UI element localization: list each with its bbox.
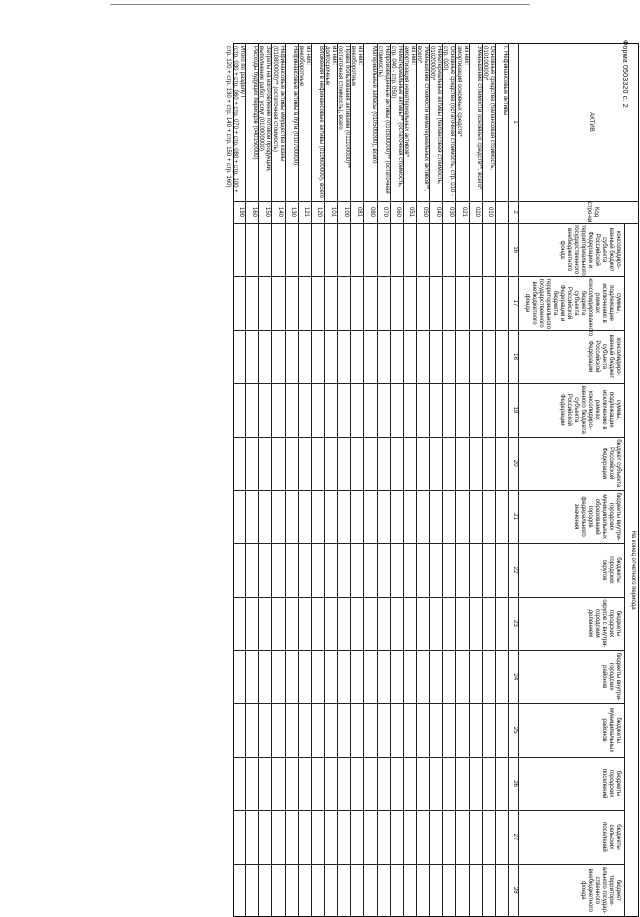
row-label: I. Нефинансовые активы [502, 46, 508, 116]
row-code [497, 201, 506, 223]
row-code: 100 [342, 206, 349, 217]
column-header: бюджеты городских поселений [601, 768, 621, 799]
row-code: 030 [447, 206, 454, 217]
column-number: 2 [512, 210, 518, 214]
group-header-divider [624, 223, 625, 917]
column-number: 1 [512, 120, 518, 124]
column-header: бюджеты городских округов с внутри-городским делением [587, 599, 621, 648]
column-number: 28 [512, 886, 518, 894]
column-header: консолидиро-ванный бюджет субъекта Российской Федерации [587, 334, 621, 379]
column-number: 27 [512, 833, 518, 841]
row-divider [416, 43, 417, 917]
top-rule [110, 4, 530, 5]
row-label: Непроизведенные активы (010300000)** (остаточная стоимость) [376, 46, 390, 194]
row-divider [403, 43, 404, 917]
row-divider [495, 43, 496, 917]
column-header: бюджеты городских округов [601, 556, 621, 584]
asset-header: АКТИВ [588, 112, 594, 132]
row-divider [285, 43, 286, 917]
row-divider [324, 43, 325, 917]
row-code: 060 [395, 206, 402, 217]
row-label: Основные средства (остаточная стоимость, стр. 010 - стр. 020) [442, 46, 456, 196]
balance-table [225, 43, 639, 917]
row-code: 021 [461, 206, 467, 217]
row-label: Нефинансовые активы в пути (010700000) [291, 46, 298, 166]
row-divider [482, 43, 483, 917]
column-header: консолидиро-ванный бюджет субъекта Российской Федерации и территориального государственного внебюджетного фонда [559, 225, 621, 276]
column-number: 17 [512, 299, 518, 307]
row-label: Основные средства (балансовая стоимость, 010100000)* [481, 46, 495, 170]
row-code: 070 [382, 206, 389, 217]
column-header: суммы, подлежащие исключению в рамках консолидированного бюджета субъекта Российской Федерации и бюджета территориального государственного внебюджетного фонда [524, 278, 621, 337]
row-code: 010 [487, 206, 494, 217]
row-label: Нефинансовые активы имущества казны (010800000)** (остаточная стоимость) [271, 46, 285, 162]
row-label: из них: амортизация основных средств* [455, 46, 469, 137]
row-code: 051 [408, 206, 415, 217]
column-header: бюджет территори-ального государ-ственного внебюджетного фонда [580, 866, 621, 914]
column-header: бюджеты внутри-городских районов [601, 652, 621, 701]
row-label: Нематериальные активы** (остаточная стоимость, стр. 040 - стр. 050) [389, 46, 403, 188]
row-label: Вложения в нефинансовые активы (010600000), всего [318, 46, 324, 198]
column-number-divider [508, 43, 509, 917]
row-divider [469, 43, 470, 917]
row-label: Итого по разделу I (стр. 030 + стр. 060 + стр. 070 + стр. 080 + стр. 100 + стр. 120 + стр. 130 + стр. 140 + стр. 150 + стр. 160) [225, 46, 246, 193]
row-code: 050 [421, 206, 428, 217]
row-code: 101 [329, 206, 336, 217]
column-number: 16 [512, 246, 518, 254]
row-label: Расходы будущих периодов (040150000) [252, 46, 259, 160]
row-code: 120 [316, 206, 323, 217]
row-divider [337, 43, 338, 917]
column-number: 22 [512, 566, 518, 574]
column-number: 18 [512, 353, 518, 360]
row-divider [311, 43, 312, 917]
header-divider [518, 43, 519, 917]
column-header: бюджеты сельских поселений [601, 822, 621, 852]
column-number: 24 [512, 673, 518, 681]
row-code: 160 [250, 206, 257, 217]
row-divider [442, 43, 443, 917]
row-divider [429, 43, 430, 917]
row-label: из них: долгосрочные [324, 46, 338, 86]
row-code: 130 [290, 206, 297, 217]
row-label: из них: внеоборотные [297, 46, 311, 87]
row-divider [390, 43, 391, 917]
column-header: суммы, подлежащие исключению в рамках консолидиро-ванного бюджета субъекта Российской Федерации [559, 385, 621, 434]
column-number: 21 [512, 513, 518, 520]
row-code: 190 [237, 206, 244, 217]
column-header: бюджеты муниципальных районов [601, 707, 621, 753]
column-divider [233, 223, 639, 224]
column-number: 23 [512, 620, 518, 627]
row-divider [298, 43, 299, 917]
row-code: 040 [434, 206, 441, 217]
row-code: 140 [277, 206, 283, 217]
column-number: 26 [512, 780, 518, 787]
balance-table-rotated [225, 43, 639, 917]
column-number: 19 [512, 406, 518, 414]
code-header: Код стро-ки [586, 201, 599, 223]
row-code: 150 [263, 206, 270, 217]
row-label: Затраты на изготовление готовой продукции, выполнение работ, услуг (010900000) [258, 46, 272, 172]
form-code: Форма 0503320 с. 2 [621, 40, 628, 108]
row-divider [350, 43, 351, 917]
column-header: бюджеты внутри-городских муниципальных образований городов федерального значения [573, 492, 621, 541]
row-code: 080 [369, 206, 375, 217]
row-divider [455, 43, 456, 917]
row-code: 020 [474, 206, 481, 217]
row-label: из них: амортизация нематериальных активов* [403, 46, 416, 157]
row-divider [377, 43, 378, 917]
row-code: 121 [303, 206, 310, 217]
row-label: Нематериальные активы (балансовая стоимость, 010200000)* [429, 46, 443, 185]
row-label: Уменьшение стоимости нематериальных активов**, всего* [416, 46, 430, 191]
row-label: Материальные запасы (010500000), всего [370, 46, 377, 164]
group-header: На конец отчетного периода [630, 530, 636, 610]
row-label: Уменьшение стоимости основных средств**, всего* [475, 46, 482, 190]
row-label: из них: внеоборотные [350, 46, 364, 87]
row-divider [271, 43, 272, 917]
row-divider [363, 43, 364, 917]
column-number: 20 [512, 459, 518, 467]
column-header: бюджет субъекта Российской Федерации [601, 439, 621, 488]
row-divider [258, 43, 259, 917]
row-code: 081 [355, 206, 362, 217]
row-divider [245, 43, 246, 917]
column-number: 25 [512, 726, 518, 734]
row-label: Права пользования активами (011100000)** (остаточная стоимость), всего [337, 46, 351, 168]
